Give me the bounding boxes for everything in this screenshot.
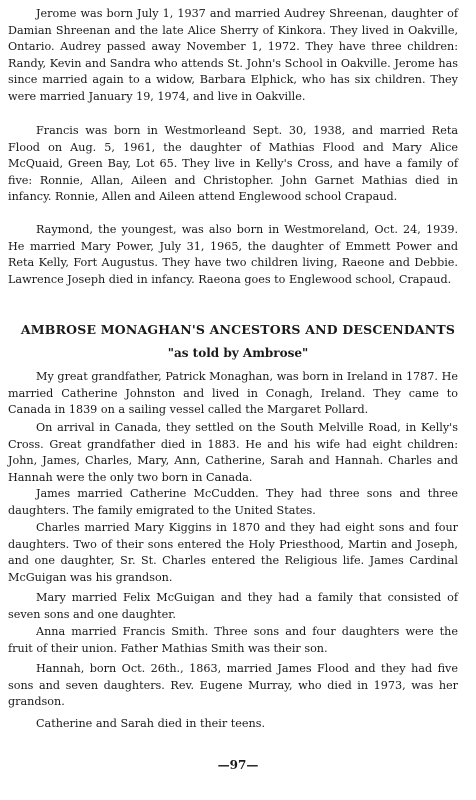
paragraph-james: James married Catherine McCudden. They had three sons and three daughters. The family emigrated to the United States. <box>8 487 458 517</box>
paragraph-hannah: Hannah, born Oct. 26th., 1863, married James Flood and they had five sons and seven daughters. Rev. Eugene Murray, who died in 1973, was her grandson. <box>8 662 458 709</box>
paragraph-charles: Charles married Mary Kiggins in 1870 and they had eight sons and four daughters. Two of their sons entered the Holy Priesthood, Martin and Joseph, and one daughter, Sr. St. Charles entered the Religious life. James Cardinal McGuigan was his grandson. <box>8 521 458 584</box>
paragraph-arrival: On arrival in Canada, they settled on the South Melville Road, in Kelly's Cross. Great grandfather died in 1883. He and his wife had eight children: John, James, Charles, Mary, Ann, Catherine, Sarah and Hannah. Charles and Hannah were the only two born in Canada. <box>8 421 458 484</box>
paragraph-raymond: Raymond, the youngest, was also born in Westmoreland, Oct. 24, 1939. He married Mary Power, July 31, 1965, the daughter of Emmett Power and Reta Kelly, Fort Augustus. They have two children living, Raeone and Debbie. Lawrence Joseph died in infancy. Raeona goes to Englewood school, Crapaud. <box>8 223 458 286</box>
section-subtitle: "as told by Ambrose" <box>167 346 309 360</box>
paragraph-great-grandfather: My great grandfather, Patrick Monaghan, was born in Ireland in 1787. He married Catherine Johnston and lived in Conagh, Ireland. They came to Canada in 1839 on a sailing vessel called the Margaret Pollard. <box>8 370 458 417</box>
section-title: AMBROSE MONAGHAN'S ANCESTORS AND DESCENDANTS <box>20 322 456 337</box>
paragraph-mary: Mary married Felix McGuigan and they had a family that consisted of seven sons and one daughter. <box>8 591 458 621</box>
paragraph-jerome: Jerome was born July 1, 1937 and married Audrey Shreenan, daughter of Damian Shreenan and the late Alice Sherry of Kinkora. They lived in Oakville, Ontario. Audrey passed away November 1, 1972. They have three children: Randy, Kevin and Sandra who attends St. John's School in Oakville. Jerome has since married again to a widow, Barbara Elphick, who has six children. They were married January 19, 1974, and live in Oakville. <box>8 7 458 103</box>
page-number: —97— <box>217 758 259 772</box>
paragraph-francis: Francis was born in Westmorleand Sept. 30, 1938, and married Reta Flood on Aug. 5, 1961, the daughter of Mathias Flood and Mary Alice McQuaid, Green Bay, Lot 65. They live in Kelly's Cross, and have a family of five: Ronnie, Allan, Aileen and Christopher. John Garnet Mathias died in infancy. Ronnie, Allen and Aileen attend Englewood school Crapaud. <box>8 124 458 204</box>
paragraph-anna: Anna married Francis Smith. Three sons and four daughters were the fruit of their union. Father Mathias Smith was their son. <box>8 625 458 655</box>
paragraph-catherine-sarah: Catherine and Sarah died in their teens. <box>36 717 266 730</box>
